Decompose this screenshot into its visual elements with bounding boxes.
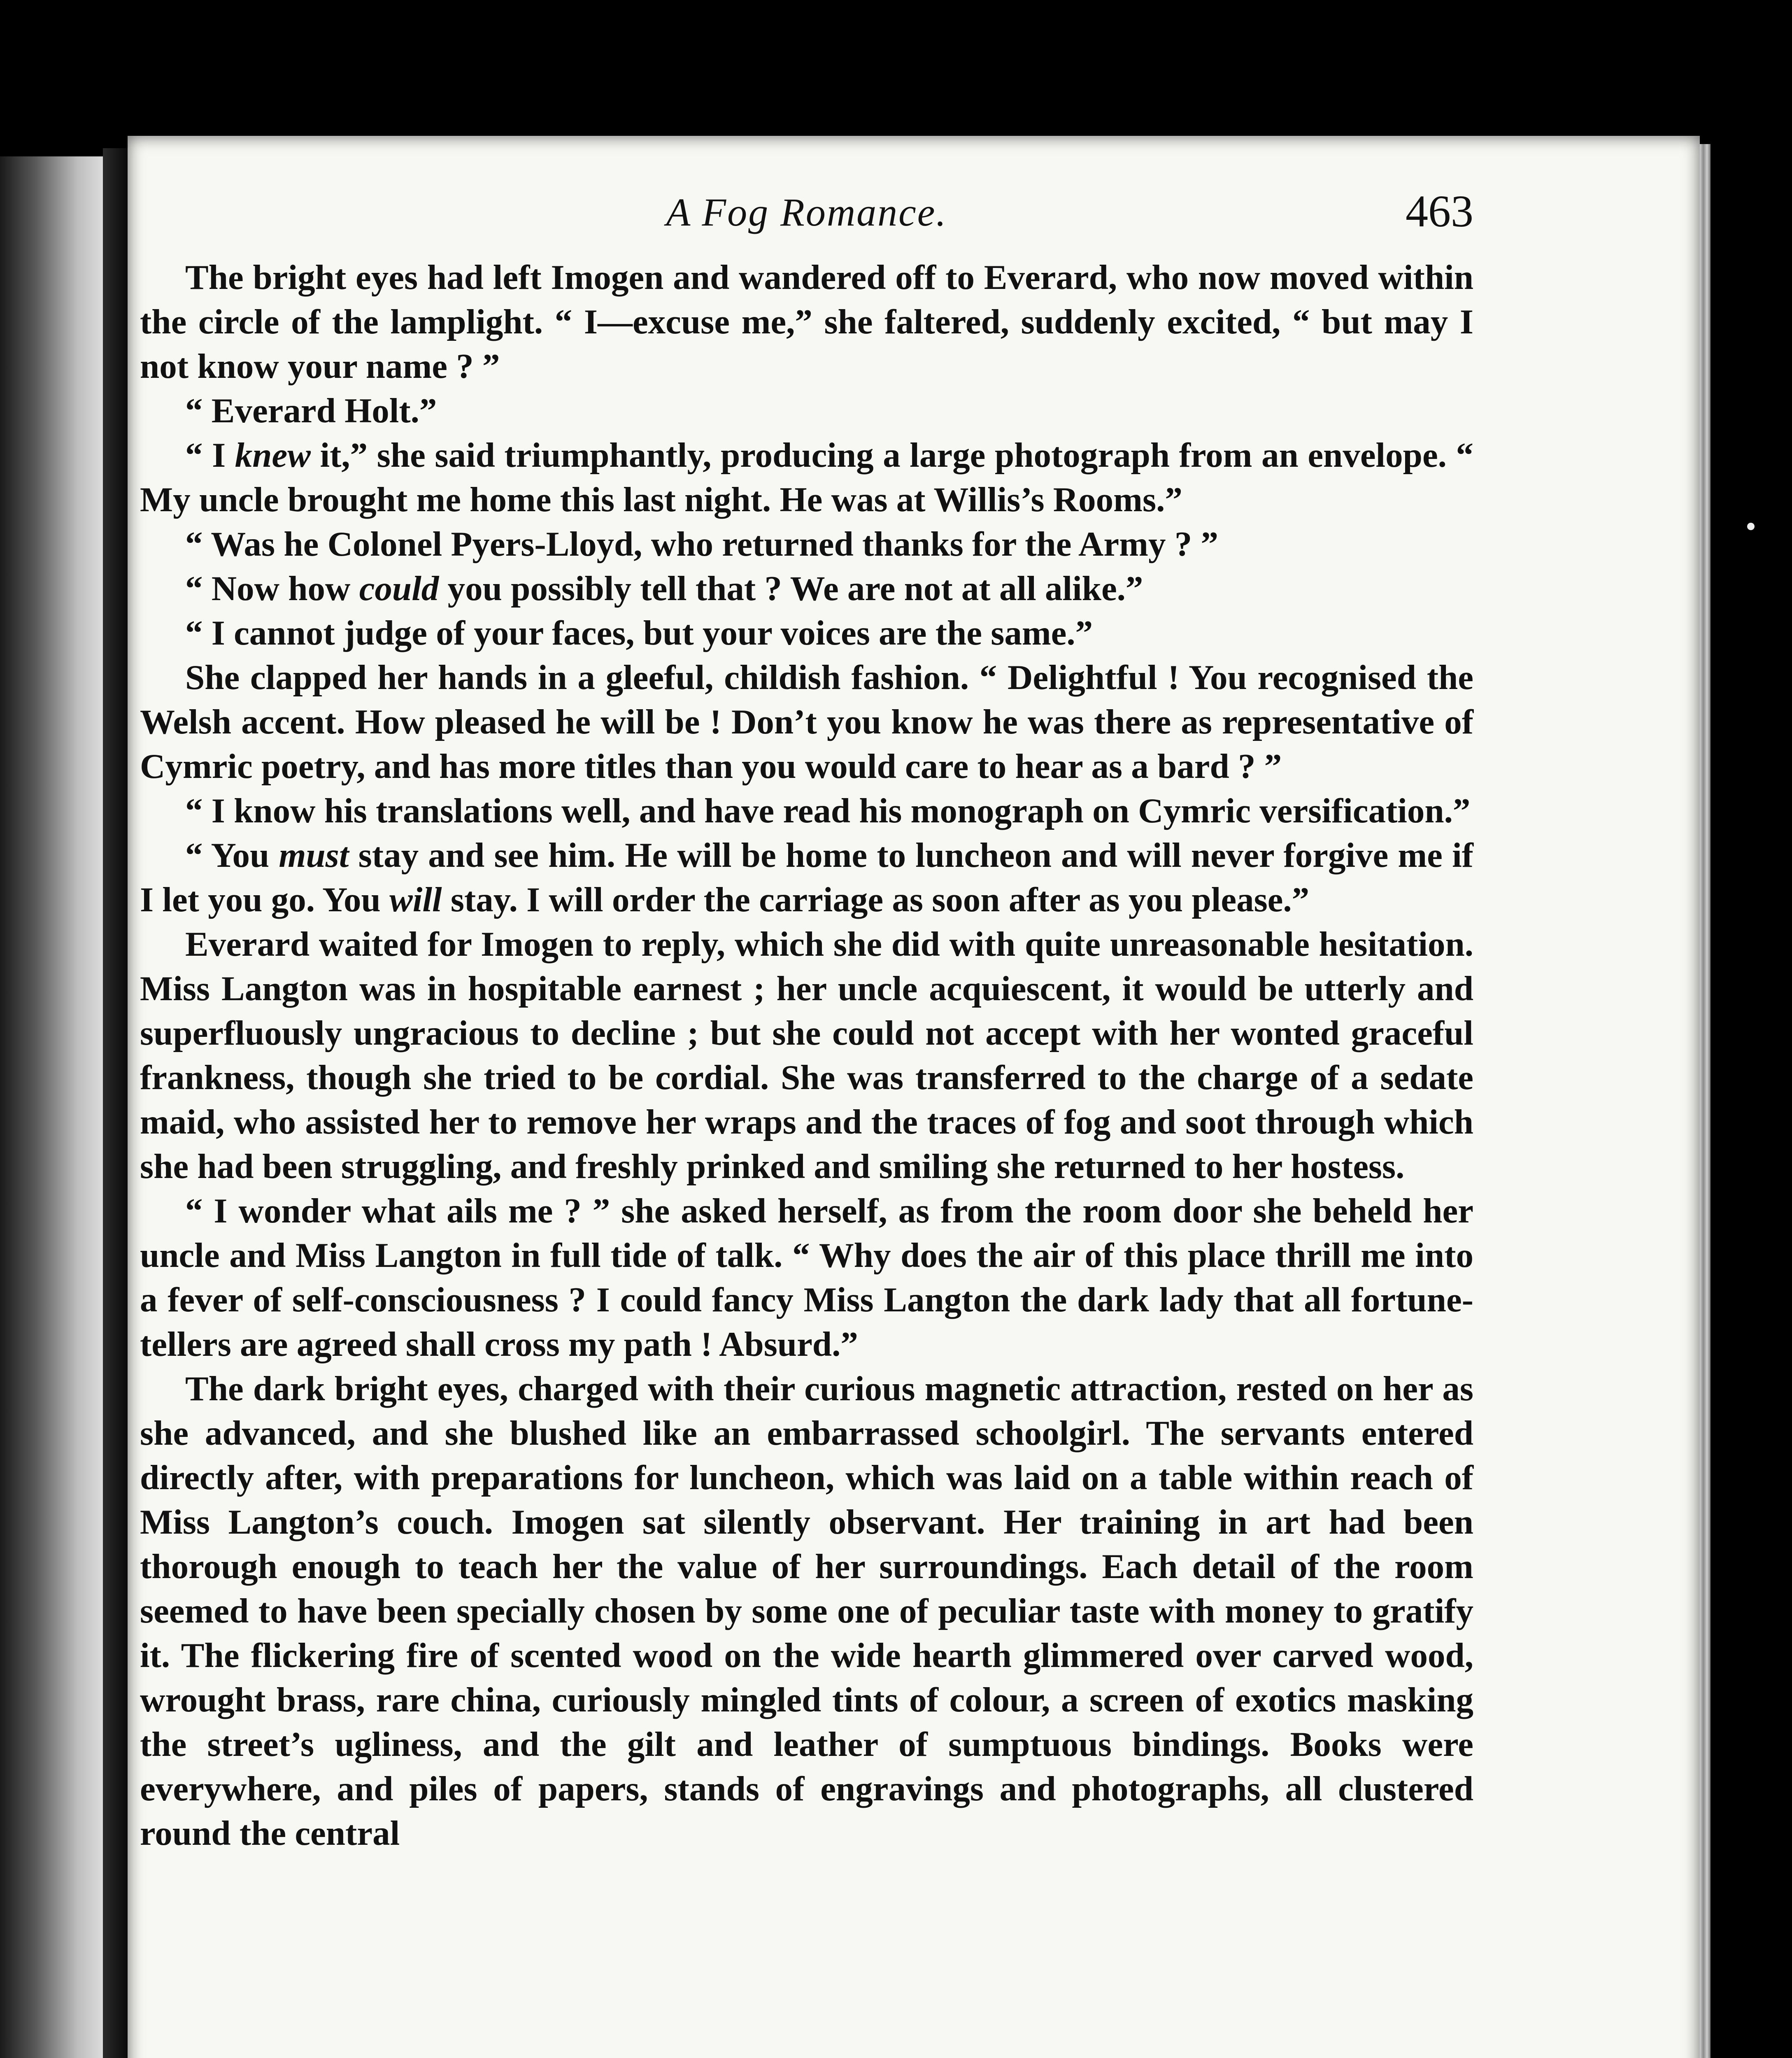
paragraph: Everard waited for Imogen to reply, which she did with quite unreasonable hesitation. Miss Langton was in hospitable earnest ; her uncle acquiescent, it would be utterly and superfluously ungracious to decline ; but she could not accept with her wonted graceful frankness, though she tried to be cordial. She was transferred to the charge of a sedate maid, who assisted her to remove her wraps and the traces of fog and soot through which she had been struggling, and freshly prinked and smiling she returned to her hostess. — [140, 925, 1473, 1186]
dust-speck — [1747, 523, 1755, 530]
italic-emphasis: must — [279, 836, 349, 875]
running-head — [140, 181, 1473, 247]
paragraph: “ I wonder what ails me ? ” she asked herself, as from the room door she beheld her uncle and Miss Langton in full tide of talk. “ Why does the air of this place thrill me into a fever of self-consciousness ? I could fancy Miss Langton the dark lady that all fortune-tellers are agreed shall cross my path ! Absurd.” — [140, 1192, 1473, 1364]
italic-emphasis: knew — [235, 436, 311, 475]
italic-emphasis: could — [359, 569, 439, 608]
book-gutter — [103, 148, 128, 2058]
paragraph: “ Was he Colonel Pyers-Lloyd, who returned thanks for the Army ? ” — [185, 525, 1218, 563]
paragraph: “ I cannot judge of your faces, but your voices are the same.” — [185, 614, 1093, 652]
paragraph: “ You must stay and see him. He will be home to luncheon and will never forgive me if I let you go. You will stay. I will order the carriage as soon after as you please.” — [140, 836, 1473, 919]
paragraph: She clapped her hands in a gleeful, childish fashion. “ Delightful ! You recognised the Welsh accent. How pleased he will be ! Don’t you know he was there as representative of Cymric poetry, and has more titles than you would care to hear as a bard ? ” — [140, 658, 1473, 786]
paragraph: “ I knew it,” she said triumphantly, producing a large photograph from an envelope. “ My uncle brought me home this last night. He was at Willis’s Rooms.” — [140, 436, 1473, 519]
paragraph: “ Everard Holt.” — [185, 391, 437, 430]
paragraph: The dark bright eyes, charged with their curious magnetic attraction, rested on her as she advanced, and she blushed like an embarrassed schoolgirl. The servants entered directly after, with preparations for luncheon, which was laid on a table within reach of Miss Langton’s couch. Imogen sat silently observant. Her training in art had been thorough enough to teach her the value of her surroundings. Each detail of the room seemed to have been specially chosen by some one of peculiar taste with money to gratify it. The flickering fire of scented wood on the wide hearth glimmered over carved wood, wrought brass, rare china, curiously mingled tints of colour, a screen of exotics masking the street’s ugliness, and the gilt and leather of sumptuous bindings. Books were everywhere, and piles of papers, stands of engravings and photographs, all clustered round the central — [140, 1369, 1473, 1853]
paragraph: “ Now how could you possibly tell that ? We are not at all alike.” — [185, 569, 1143, 608]
paragraph: The bright eyes had left Imogen and wandered off to Everard, who now moved within the circle of the lamplight. “ I—excuse me,” she faltered, suddenly excited, “ but may I not know your name ? ” — [140, 258, 1473, 386]
page-stack-edge — [1700, 144, 1711, 2058]
facing-page-edge — [0, 156, 103, 2058]
page-number: 463 — [1406, 186, 1473, 236]
body-text — [140, 255, 1473, 1855]
running-title: A Fog Romance. — [666, 190, 947, 234]
italic-emphasis: will — [389, 880, 442, 919]
paragraph: “ I know his translations well, and have read his monograph on Cymric versification.” — [185, 792, 1471, 830]
